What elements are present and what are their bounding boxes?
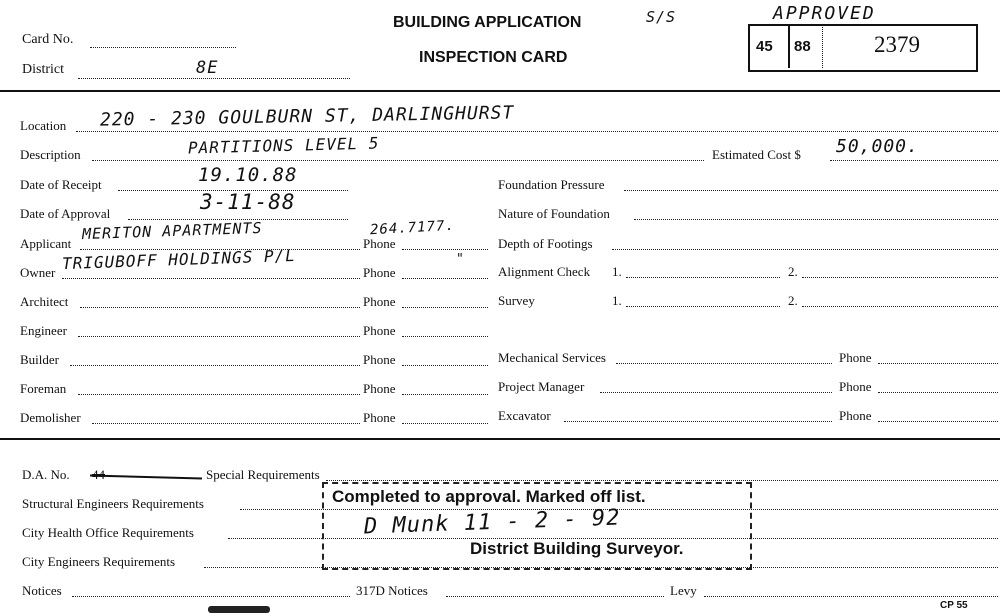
project-manager-line bbox=[600, 392, 832, 393]
survey-one-line bbox=[626, 306, 780, 307]
number-box-divider-2 bbox=[822, 24, 823, 68]
notices-317d-line bbox=[446, 596, 664, 597]
demolisher-label: Demolisher bbox=[20, 410, 81, 425]
demolisher-line bbox=[92, 423, 360, 424]
engineer-phone-label: Phone bbox=[363, 323, 396, 338]
approved-stamp: APPROVED bbox=[773, 3, 876, 24]
survey-two-label: 2. bbox=[788, 293, 798, 308]
owner-label: Owner bbox=[20, 265, 56, 280]
owner-line bbox=[62, 278, 360, 279]
mechanical-phone-line bbox=[878, 363, 998, 364]
form-code: CP 55 bbox=[940, 600, 968, 611]
survey-two-line bbox=[802, 306, 998, 307]
description-label: Description bbox=[20, 147, 81, 162]
owner-ditto: " bbox=[456, 252, 465, 267]
location-value: 220 - 230 GOULBURN ST, DARLINGHURST bbox=[99, 102, 515, 131]
builder-phone-label: Phone bbox=[363, 352, 396, 367]
architect-phone-label: Phone bbox=[363, 294, 396, 309]
foundation-pressure-label: Foundation Pressure bbox=[498, 177, 605, 192]
architect-phone-line bbox=[402, 307, 488, 308]
da-no-strikethrough bbox=[90, 475, 202, 480]
da-no-label: D.A. No. bbox=[22, 467, 70, 482]
builder-label: Builder bbox=[20, 352, 59, 367]
excavator-phone-label: Phone bbox=[839, 408, 872, 423]
special-requirements-label: Special Requirements bbox=[206, 467, 320, 482]
survey-label: Survey bbox=[498, 293, 535, 308]
alignment-one-line bbox=[626, 277, 780, 278]
estimated-cost-line bbox=[830, 160, 998, 161]
foreman-phone-label: Phone bbox=[363, 381, 396, 396]
applicant-value: MERITON APARTMENTS bbox=[81, 218, 263, 244]
mechanical-line bbox=[616, 363, 832, 364]
header-rule bbox=[0, 90, 1000, 92]
completion-stamp bbox=[322, 482, 752, 570]
location-line bbox=[76, 131, 998, 132]
special-requirements-line bbox=[326, 480, 998, 481]
owner-value: TRIGUBOFF HOLDINGS P/L bbox=[61, 245, 297, 274]
depth-footings-line bbox=[612, 249, 998, 250]
levy-label: Levy bbox=[670, 583, 697, 598]
number-box-divider-1 bbox=[788, 24, 790, 68]
location-label: Location bbox=[20, 118, 67, 133]
foreman-line bbox=[78, 394, 360, 395]
district-line bbox=[78, 78, 350, 79]
architect-label: Architect bbox=[20, 294, 69, 309]
district-value: 8E bbox=[196, 58, 219, 78]
project-manager-label: Project Manager bbox=[498, 379, 585, 394]
project-manager-phone-line bbox=[878, 392, 998, 393]
stamp-signature: D Munk 11 - 2 - 92 bbox=[363, 505, 621, 540]
engineer-phone-line bbox=[402, 336, 488, 337]
notices-label: Notices bbox=[22, 583, 62, 598]
foreman-phone-line bbox=[402, 394, 488, 395]
owner-phone-label: Phone bbox=[363, 265, 396, 280]
card-no-line bbox=[90, 47, 236, 48]
number-box-part-3: 2379 bbox=[874, 32, 920, 57]
date-receipt-label: Date of Receipt bbox=[20, 177, 102, 192]
structural-label: Structural Engineers Requirements bbox=[22, 496, 204, 511]
mechanical-label: Mechanical Services bbox=[498, 350, 606, 365]
title-line-1: BUILDING APPLICATION bbox=[393, 14, 582, 31]
project-manager-phone-label: Phone bbox=[839, 379, 872, 394]
survey-one-label: 1. bbox=[612, 293, 622, 308]
description-value: PARTITIONS LEVEL 5 bbox=[187, 133, 380, 158]
stamp-line-1: Completed to approval. Marked off list. bbox=[332, 487, 646, 506]
architect-line bbox=[80, 307, 360, 308]
applicant-label: Applicant bbox=[20, 236, 72, 251]
date-receipt-value: 19.10.88 bbox=[198, 164, 298, 186]
engineer-label: Engineer bbox=[20, 323, 67, 338]
alignment-two-label: 2. bbox=[788, 264, 798, 279]
foundation-pressure-line bbox=[624, 190, 998, 191]
estimated-cost-label: Estimated Cost $ bbox=[712, 147, 801, 162]
number-box-part-2: 88 bbox=[794, 38, 811, 55]
owner-phone-line bbox=[402, 278, 488, 279]
date-approval-label: Date of Approval bbox=[20, 206, 111, 221]
district-label: District bbox=[22, 62, 64, 77]
card-no-label: Card No. bbox=[22, 32, 74, 47]
applicant-phone-label: Phone bbox=[363, 236, 396, 251]
excavator-phone-line bbox=[878, 421, 998, 422]
estimated-cost-value: 50,000. bbox=[836, 136, 919, 157]
ink-smudge bbox=[208, 606, 270, 613]
mechanical-phone-label: Phone bbox=[839, 350, 872, 365]
number-box-part-1: 45 bbox=[756, 38, 773, 55]
title-line-2: INSPECTION CARD bbox=[419, 49, 568, 66]
requirements-rule bbox=[0, 438, 1000, 440]
notices-317d-label: 317D Notices bbox=[356, 583, 428, 598]
builder-line bbox=[70, 365, 360, 366]
date-approval-value: 3-11-88 bbox=[200, 190, 296, 214]
nature-foundation-label: Nature of Foundation bbox=[498, 206, 610, 221]
depth-footings-label: Depth of Footings bbox=[498, 236, 593, 251]
da-no-value: 44 bbox=[92, 467, 105, 482]
alignment-check-label: Alignment Check bbox=[498, 264, 591, 279]
alignment-two-line bbox=[802, 277, 998, 278]
ss-note: S/S bbox=[646, 8, 677, 26]
applicant-phone-line bbox=[402, 249, 488, 250]
engineer-line bbox=[78, 336, 360, 337]
stamp-line-3: District Building Surveyor. bbox=[470, 539, 684, 558]
alignment-one-label: 1. bbox=[612, 264, 622, 279]
demolisher-phone-label: Phone bbox=[363, 410, 396, 425]
excavator-label: Excavator bbox=[498, 408, 551, 423]
health-label: City Health Office Requirements bbox=[22, 525, 194, 540]
applicant-phone-value: 264.7177. bbox=[369, 217, 456, 239]
excavator-line bbox=[564, 421, 832, 422]
builder-phone-line bbox=[402, 365, 488, 366]
foreman-label: Foreman bbox=[20, 381, 67, 396]
demolisher-phone-line bbox=[402, 423, 488, 424]
notices-line bbox=[72, 596, 350, 597]
levy-line bbox=[704, 596, 998, 597]
nature-foundation-line bbox=[634, 219, 998, 220]
number-box bbox=[748, 24, 978, 72]
description-line bbox=[92, 160, 704, 161]
city-engineers-label: City Engineers Requirements bbox=[22, 554, 176, 569]
